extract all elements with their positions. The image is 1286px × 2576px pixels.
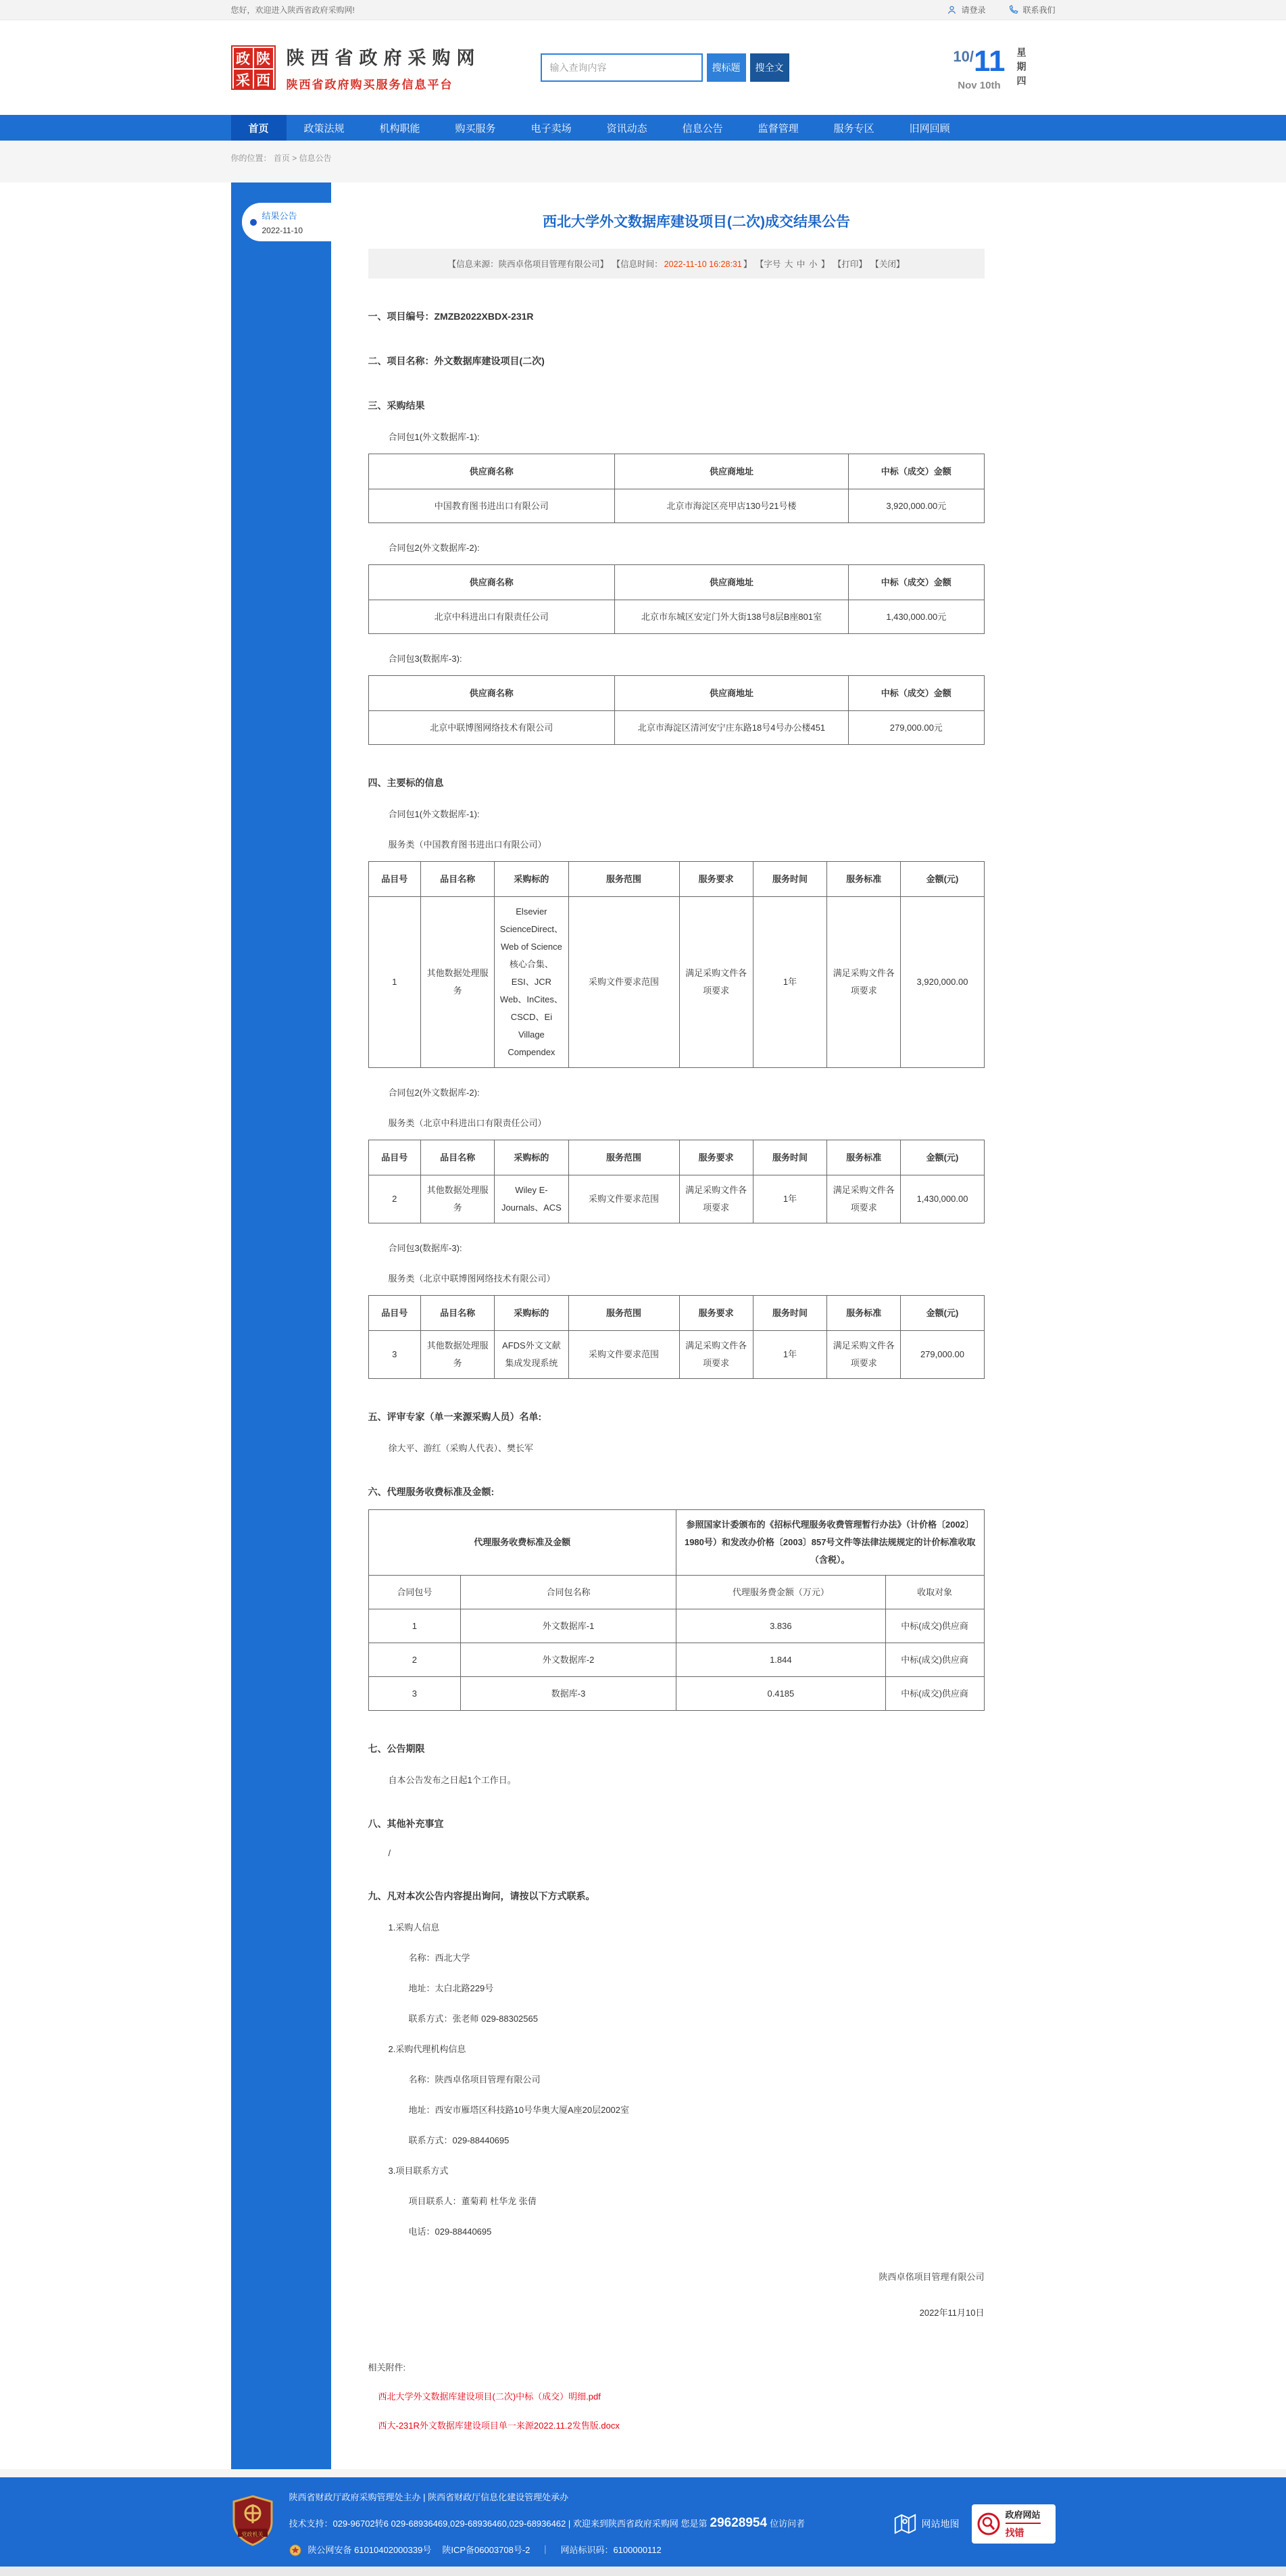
site-footer — [0, 2477, 1286, 2567]
purchaser-contact: 联系方式：张老师 029-88302565 — [408, 2014, 538, 2024]
nav-item-purchase-services[interactable]: 购买服务 — [455, 122, 496, 135]
agency-fee-table — [368, 1509, 985, 1711]
supplier-table-2 — [368, 564, 985, 634]
site-logo[interactable] — [231, 45, 276, 90]
table-cell: 3 — [368, 1331, 420, 1379]
attachment-link-pdf[interactable]: 西北大学外文数据库建设项目(二次)中标（成交）明细.pdf — [378, 2391, 601, 2402]
table-cell: 数据库-3 — [461, 1677, 676, 1711]
table-cell: 满足采购文件各项要求 — [827, 897, 901, 1068]
meta-time-label: 【信息时间： — [612, 260, 663, 269]
package-label: 合同包2(外文数据库-2): — [388, 543, 480, 553]
table-header-cell: 服务标准 — [827, 862, 901, 897]
table-cell: 1 — [368, 1609, 461, 1643]
package-label: 合同包3(数据库-3): — [388, 654, 462, 664]
login-link[interactable] — [947, 4, 985, 16]
table-cell: 采购文件要求范围 — [568, 897, 679, 1068]
table-cell: 中国教育图书进出口有限公司 — [368, 489, 614, 523]
table-header-cell: 品目名称 — [420, 1296, 494, 1331]
login-label: 请登录 — [961, 5, 986, 15]
table-header-cell: 中标（成交）金额 — [849, 565, 984, 600]
signature-block — [358, 2270, 1035, 2318]
purchaser-name: 名称：西北大学 — [408, 1953, 470, 1963]
sidebar-tab-result-announcement[interactable] — [242, 203, 331, 241]
table-header-cell: 供应商名称 — [368, 565, 614, 600]
table-cell: 1 — [368, 897, 420, 1068]
announcement-period-text: 自本公告发布之日起1个工作日。 — [388, 1775, 516, 1785]
table-header-cell: 服务范围 — [568, 1296, 679, 1331]
nav-item-announcements[interactable]: 信息公告 — [682, 122, 723, 135]
table-header-cell: 服务标准 — [827, 1296, 901, 1331]
table-header-cell: 金额(元) — [901, 862, 984, 897]
package-label: 合同包1(外文数据库-1): — [388, 432, 480, 442]
section-procurement-results: 三、采购结果 — [368, 400, 425, 411]
table-cell: 中标(成交)供应商 — [885, 1609, 984, 1643]
package-label: 合同包2(外文数据库-2): — [388, 1088, 480, 1098]
signature-company: 陕西卓佲项目管理有限公司 — [879, 2272, 985, 2282]
beian-link[interactable]: 陕公网安备 61010402000339号 — [307, 2545, 432, 2555]
section-project-number: 一、项目编号：ZMZB2022XBDX-231R — [368, 311, 534, 322]
table-header-cell: 服务时间 — [753, 862, 826, 897]
section-subject-info: 四、主要标的信息 — [368, 777, 444, 788]
breadcrumb — [231, 141, 1056, 164]
nav-item-e-market[interactable]: 电子卖场 — [530, 122, 572, 135]
table-cell: 北京市东城区安定门外大街138号8层B座801室 — [614, 600, 848, 634]
contact-label: 联系我们 — [1022, 5, 1056, 15]
table-header-cell: 合同包名称 — [461, 1576, 676, 1609]
other-matters-text: / — [388, 1848, 391, 1858]
gov-site-error-report[interactable] — [972, 2504, 1056, 2544]
sitemap-link[interactable] — [892, 2511, 960, 2537]
search-box — [541, 53, 789, 82]
table-cell: 1年 — [753, 1331, 826, 1379]
table-row — [368, 1331, 984, 1379]
logo-char: 陕 — [254, 48, 273, 68]
welcome-text: 您好，欢迎进入陕西省政府采购网! — [230, 5, 355, 15]
user-icon — [947, 5, 957, 15]
table-header-cell: 供应商地址 — [614, 676, 848, 711]
table-header-cell: 采购标的 — [495, 1140, 568, 1175]
search-input[interactable] — [541, 53, 703, 82]
nav-item-news[interactable]: 资讯动态 — [606, 122, 647, 135]
table-header-cell: 服务要求 — [679, 1140, 753, 1175]
table-header-cell: 代理服务费金额（万元） — [676, 1576, 885, 1609]
table-row — [368, 489, 984, 523]
sidebar-tab-label: 结果公告 — [262, 211, 297, 221]
main-nav — [0, 115, 1286, 141]
section-agency-fee: 六、代理服务收费标准及金额: — [368, 1486, 495, 1497]
close-button[interactable]: 【关闭】 — [870, 260, 905, 269]
nav-item-functions[interactable]: 机构职能 — [379, 122, 420, 135]
table-cell: 1,430,000.00元 — [849, 600, 984, 634]
table-cell: 中标(成交)供应商 — [885, 1643, 984, 1677]
sitemap-label: 网站地图 — [921, 2518, 960, 2529]
service-type-label: 服务类（中国教育图书进出口有限公司） — [388, 840, 547, 850]
section-project-name: 二、项目名称：外文数据库建设项目(二次) — [368, 356, 545, 366]
service-type-label: 服务类（北京中联博图网络技术有限公司） — [388, 1273, 555, 1284]
table-header-cell: 服务范围 — [568, 862, 679, 897]
date-widget — [953, 45, 1055, 91]
table-cell: 满足采购文件各项要求 — [827, 1175, 901, 1223]
main-content — [0, 183, 1286, 2469]
table-header-cell: 服务时间 — [753, 1140, 826, 1175]
font-small-button[interactable]: 小 — [808, 260, 818, 269]
meta-time-value: 2022-11-10 16:28:31 — [664, 260, 742, 269]
table-row — [368, 711, 984, 745]
map-icon — [892, 2511, 918, 2537]
breadcrumb-current-link[interactable]: 信息公告 — [299, 153, 332, 163]
table-cell: 3,920,000.00 — [901, 897, 984, 1068]
table-header-cell: 中标（成交）金额 — [849, 454, 984, 489]
article-meta-bar — [368, 249, 985, 278]
section-other-matters: 八、其他补充事宜 — [368, 1818, 444, 1829]
purchaser-address: 地址：太白北路229号 — [408, 1983, 494, 1993]
table-cell: 满足采购文件各项要求 — [679, 1175, 753, 1223]
item-table-1 — [368, 861, 985, 1068]
purchaser-info-label: 1.采购人信息 — [388, 1922, 440, 1933]
agency-contact: 联系方式：029-88440695 — [408, 2135, 510, 2145]
table-header-cell: 供应商名称 — [368, 676, 614, 711]
footer-support-line — [289, 2514, 892, 2533]
table-header-cell: 品目号 — [368, 1140, 420, 1175]
search-title-button[interactable]: 搜标题 — [707, 53, 746, 82]
item-table-3 — [368, 1295, 985, 1379]
table-cell: 其他数据处理服务 — [420, 1331, 494, 1379]
table-cell: 3 — [368, 1677, 461, 1711]
table-cell: 0.4185 — [676, 1677, 885, 1711]
table-header-cell: 品目名称 — [420, 862, 494, 897]
footer-divider: ｜ — [541, 2545, 550, 2555]
bullet-dot-icon — [250, 219, 257, 226]
table-cell: 北京市海淀区亮甲店130号21号楼 — [614, 489, 848, 523]
table-header-cell: 收取对象 — [885, 1576, 984, 1609]
table-header-cell: 合同包号 — [368, 1576, 461, 1609]
table-cell: AFDS外文文献集成发现系统 — [495, 1331, 568, 1379]
table-header-cell: 服务要求 — [679, 862, 753, 897]
table-cell: 满足采购文件各项要求 — [679, 897, 753, 1068]
table-cell: 1,430,000.00 — [901, 1175, 984, 1223]
attachment-link-docx[interactable]: 西大-231R外文数据库建设项目单一来源2022.11.2发售版.docx — [378, 2421, 620, 2431]
table-cell: 2 — [368, 1643, 461, 1677]
table-cell: 1年 — [753, 897, 826, 1068]
table-cell: 采购文件要求范围 — [568, 1331, 679, 1379]
meta-fontsize-close: 】 — [820, 260, 830, 269]
table-header-cell: 品目号 — [368, 1296, 420, 1331]
table-row — [368, 1643, 984, 1677]
date-day: 11 — [973, 44, 1006, 78]
nav-item-supervision[interactable]: 监督管理 — [758, 122, 799, 135]
contact-link[interactable] — [1008, 4, 1055, 16]
table-row — [368, 1175, 984, 1223]
breadcrumb-separator: > — [292, 153, 297, 163]
attachments-label: 相关附件: — [368, 2362, 406, 2373]
site-subtitle: 陕西省政府购买服务信息平台 — [286, 78, 453, 91]
site-code: 网站标识码：6100000112 — [560, 2545, 662, 2555]
table-header-cell: 金额(元) — [901, 1296, 984, 1331]
agency-address: 地址：西安市雁塔区科技路10号华奥大厦A座20层2002室 — [408, 2105, 630, 2115]
search-fulltext-button[interactable]: 搜全文 — [750, 53, 789, 82]
table-cell: 279,000.00 — [901, 1331, 984, 1379]
page-title: 西北大学外文数据库建设项目(二次)成交结果公告 — [543, 214, 850, 230]
breadcrumb-home-link[interactable]: 首页 — [273, 153, 290, 163]
table-header-cell: 供应商地址 — [614, 454, 848, 489]
service-type-label: 服务类（北京中科进出口有限责任公司） — [388, 1118, 547, 1128]
footer-support-text: 技术支持：029-96702转6 029-68936469,029-68936460,029-68936462 | 欢迎来到陕西省政府采购网 您是第 — [289, 2518, 708, 2529]
section-contact: 九、凡对本次公告内容提出询问，请按以下方式联系。 — [368, 1891, 595, 1901]
supplier-table-1 — [368, 454, 985, 523]
logo-char: 采 — [234, 70, 253, 90]
sidebar-tab-date: 2022-11-10 — [262, 226, 303, 235]
print-button[interactable]: 【打印】 — [833, 260, 867, 269]
top-bar — [0, 0, 1286, 20]
police-badge-icon — [289, 2544, 301, 2556]
table-cell: 其他数据处理服务 — [420, 897, 494, 1068]
table-cell: Wiley E-Journals、ACS — [495, 1175, 568, 1223]
nav-item-old-site[interactable]: 旧网回顾 — [909, 122, 950, 135]
table-cell: 中标(成交)供应商 — [885, 1677, 984, 1711]
footer-organizer-line: 陕西省财政厅政府采购管理处主办 | 陕西省财政厅信息化建设管理处承办 — [289, 2492, 569, 2502]
table-header-cell: 品目号 — [368, 862, 420, 897]
table-header-cell: 服务时间 — [753, 1296, 826, 1331]
table-row — [368, 600, 984, 634]
table-header-cell: 供应商名称 — [368, 454, 614, 489]
table-cell: 2 — [368, 1175, 420, 1223]
nav-item-policies[interactable]: 政策法规 — [303, 122, 345, 135]
find-error-label: 找错 — [1005, 2527, 1024, 2539]
nav-item-home[interactable]: 首页 — [231, 115, 287, 141]
table-header-cell: 采购标的 — [495, 862, 568, 897]
meta-fontsize-label: 【字号 — [755, 260, 781, 269]
breadcrumb-band — [0, 141, 1286, 183]
table-header-cell: 中标（成交）金额 — [849, 676, 984, 711]
footer-registration-line — [289, 2544, 892, 2557]
table-cell: 外文数据库-1 — [461, 1609, 676, 1643]
logo-char: 政 — [234, 48, 253, 68]
table-cell: 3.836 — [676, 1609, 885, 1643]
breadcrumb-prefix: 你的位置： — [230, 153, 272, 163]
date-weekday: 星期四 — [1016, 47, 1027, 90]
table-header-cell: 采购标的 — [495, 1296, 568, 1331]
left-sidebar — [231, 183, 331, 2469]
table-row — [368, 897, 984, 1068]
section-announcement-period: 七、公告期限 — [368, 1743, 425, 1754]
package-label: 合同包1(外文数据库-1): — [388, 809, 480, 819]
agency-info-label: 2.采购代理机构信息 — [388, 2044, 466, 2054]
date-month: 10/ — [953, 47, 974, 65]
font-medium-button[interactable]: 中 — [796, 260, 806, 269]
divider-band — [0, 2469, 1286, 2477]
government-emblem-icon — [231, 2495, 274, 2546]
icp-link[interactable]: 陕ICP备06003708号-2 — [442, 2545, 530, 2555]
article — [331, 183, 1056, 2469]
agency-name: 名称：陕西卓佲项目管理有限公司 — [408, 2074, 541, 2085]
project-contact-phone: 电话：029-88440695 — [408, 2227, 492, 2237]
table-header-cell: 品目名称 — [420, 1140, 494, 1175]
date-english: Nov 10th — [958, 79, 1001, 91]
font-large-button[interactable]: 大 — [784, 260, 793, 269]
table-header-cell: 服务标准 — [827, 1140, 901, 1175]
fee-standard-label: 代理服务收费标准及金额 — [368, 1510, 676, 1576]
magnifier-icon — [977, 2512, 1000, 2535]
table-cell: 北京市海淀区清河安宁庄东路18号4号办公楼451 — [614, 711, 848, 745]
gov-site-label: 政府网站 — [1006, 2508, 1041, 2524]
project-contact-person: 项目联系人：董菊莉 杜华龙 张倩 — [408, 2196, 537, 2206]
table-cell: 1.844 — [676, 1643, 885, 1677]
fee-standard-text: 参照国家计委颁布的《招标代理服务收费管理暂行办法》（计价格〔2002〕1980号）和发改办价格〔2003〕857号文件等法律法规规定的计价标准收取（含税）。 — [676, 1510, 984, 1576]
table-header-cell: 金额(元) — [901, 1140, 984, 1175]
signature-date: 2022年11月10日 — [919, 2308, 985, 2318]
table-cell: Elsevier ScienceDirect、Web of Science核心合集、ESI、JCR Web、InCites、CSCD、Ei Village Compendex — [495, 897, 568, 1068]
attachments — [358, 2360, 1035, 2431]
item-table-2 — [368, 1140, 985, 1223]
table-cell: 满足采购文件各项要求 — [679, 1331, 753, 1379]
supplier-table-3 — [368, 675, 985, 745]
table-row — [368, 1609, 984, 1643]
site-title: 陕西省政府采购网 — [286, 48, 481, 68]
table-header-cell: 供应商地址 — [614, 565, 848, 600]
table-cell: 3,920,000.00元 — [849, 489, 984, 523]
table-cell: 北京中科进出口有限责任公司 — [368, 600, 614, 634]
table-cell: 满足采购文件各项要求 — [827, 1331, 901, 1379]
expert-names: 徐大平、游红（采购人代表）、樊长军 — [388, 1443, 534, 1453]
table-cell: 外文数据库-2 — [461, 1643, 676, 1677]
table-cell: 1年 — [753, 1175, 826, 1223]
table-cell: 279,000.00元 — [849, 711, 984, 745]
bottom-strip — [0, 2567, 1286, 2576]
logo-char: 西 — [254, 70, 273, 90]
table-header-cell: 服务要求 — [679, 1296, 753, 1331]
meta-source: 【信息来源：陕西卓佲项目管理有限公司】 — [447, 260, 609, 269]
phone-icon — [1008, 5, 1018, 15]
package-label: 合同包3(数据库-3): — [388, 1243, 462, 1253]
table-row — [368, 1677, 984, 1711]
section-experts: 五、评审专家（单一来源采购人员）名单: — [368, 1411, 542, 1422]
meta-time-close: 】 — [743, 260, 752, 269]
table-header-cell: 服务范围 — [568, 1140, 679, 1175]
table-cell: 其他数据处理服务 — [420, 1175, 494, 1223]
project-contact-label: 3.项目联系方式 — [388, 2166, 449, 2176]
nav-item-service-zone[interactable]: 服务专区 — [833, 122, 874, 135]
table-cell: 北京中联博图网络技术有限公司 — [368, 711, 614, 745]
table-cell: 采购文件要求范围 — [568, 1175, 679, 1223]
footer-visitor-suffix: 位访问者 — [770, 2518, 806, 2529]
visitor-count: 29628954 — [710, 2515, 768, 2530]
site-header — [0, 20, 1286, 115]
emblem-label: 党政机关 — [241, 2531, 264, 2537]
